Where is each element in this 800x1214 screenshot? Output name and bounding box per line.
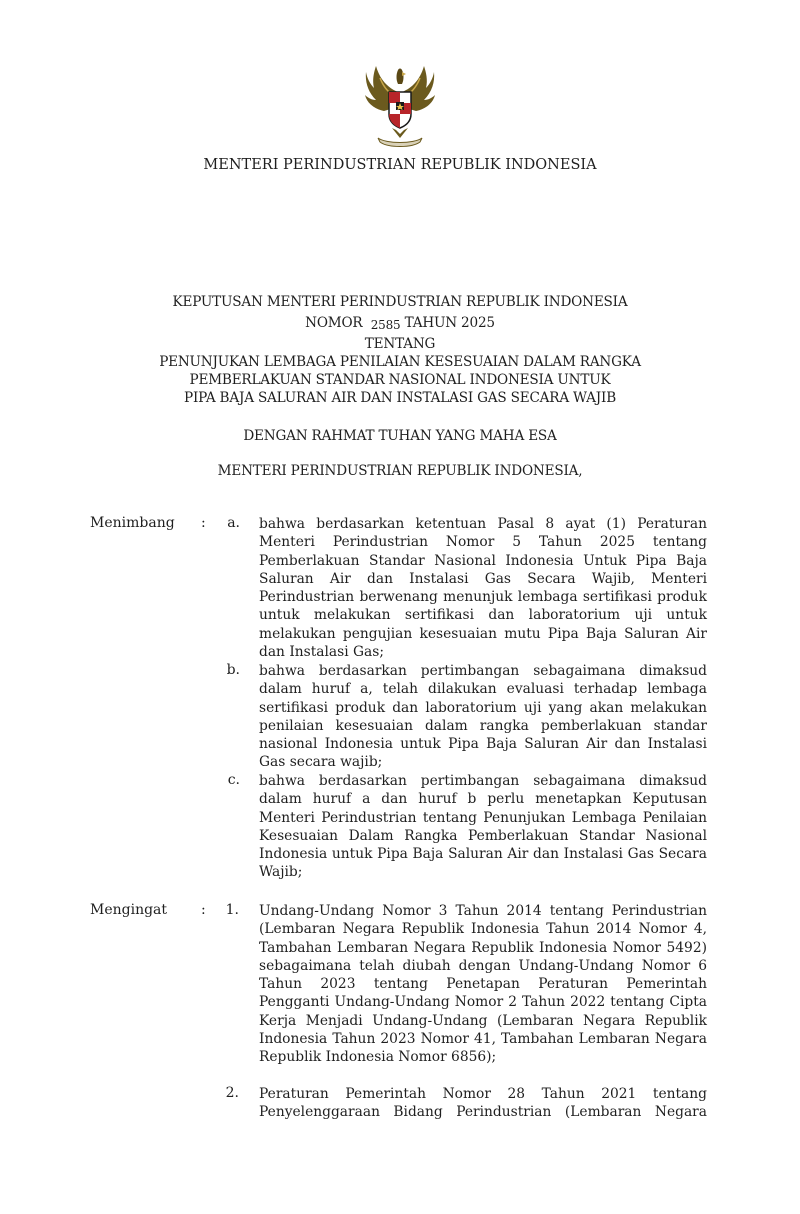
subject-line-2: PEMBERLAKUAN STANDAR NASIONAL INDONESIA UNTUK (189, 372, 611, 388)
menimbang-item-c: bahwa berdasarkan pertimbangan sebagaimana dimaksud dalam huruf a dan huruf b perlu menetapkan Keputusan Menteri Perindustrian tentang Penunjukan Lembaga Penilaian Kesesuaian Dalam Rangka Pemberlakuan Standar Nasional Indonesia untuk Pipa Baja Saluran Air dan Instalasi Gas Secara Wajib; (259, 773, 707, 881)
mengingat-mark-2: 2. (225, 1085, 239, 1101)
mengingat-item-1: Undang-Undang Nomor 3 Tahun 2014 tentang Perindustrian (Lembaran Negara Republik Indonesia Tahun 2014 Nomor 4, Tambahan Lembaran Negara Republik Indonesia Nomor 5492) sebagaimana telah diubah dengan Undang-Undang Nomor 6 Tahun 2023 tentang Penetapan Peraturan Pemerintah Pengganti Undang-Undang Nomor 2 Tahun 2022 tentang Cipta Kerja Menjadi Undang-Undang (Lembaran Negara Republik Indonesia Tahun 2023 Nomor 41, Tambahan Lembaran Negara Republik Indonesia Nomor 6856); (259, 903, 707, 1066)
tentang-label: TENTANG (364, 336, 436, 352)
mengingat-label: Mengingat (90, 902, 168, 918)
nomor-year: TAHUN 2025 (404, 315, 495, 331)
decree-number-line (0, 315, 800, 331)
menimbang-item-a: bahwa berdasarkan ketentuan Pasal 8 ayat (1) Peraturan Menteri Perindustrian Nomor 5 Tahun 2025 tentang Pemberlakuan Standar Nasional Indonesia Untuk Pipa Baja Saluran Air dan Instalasi Gas Secara Wajib, Menteri Perindustrian berwenang menunjuk lembaga sertifikasi produk untuk melakukan sertifikasi dan laboratorium uji untuk melakukan pengujian kesesuaian mutu Pipa Baja Saluran Air dan Instalasi Gas; (259, 516, 707, 661)
mengingat-colon: : (201, 902, 206, 918)
ministry-title: MENTERI PERINDUSTRIAN REPUBLIK INDONESIA (203, 157, 597, 173)
nomor-prefix: NOMOR (305, 315, 363, 331)
subject-line-1: PENUNJUKAN LEMBAGA PENILAIAN KESESUAIAN DALAM RANGKA (159, 354, 641, 370)
issuer-line: MENTERI PERINDUSTRIAN REPUBLIK INDONESIA, (217, 463, 583, 479)
menimbang-colon: : (201, 515, 206, 531)
decree-title: KEPUTUSAN MENTERI PERINDUSTRIAN REPUBLIK INDONESIA (172, 294, 628, 310)
mengingat-mark-1: 1. (225, 902, 239, 918)
decree-number: 2585 (370, 318, 401, 332)
subject-line-3: PIPA BAJA SALURAN AIR DAN INSTALASI GAS SECARA WAJIB (184, 390, 616, 406)
menimbang-label: Menimbang (90, 515, 175, 531)
garuda-emblem-icon (358, 58, 442, 148)
menimbang-mark-a: a. (227, 515, 240, 531)
menimbang-mark-b: b. (226, 662, 240, 678)
mengingat-item-2: Peraturan Pemerintah Nomor 28 Tahun 2021 tentang Penyelenggaraan Bidang Perindustrian (Lembaran Negara (259, 1086, 707, 1121)
menimbang-item-b: bahwa berdasarkan pertimbangan sebagaimana dimaksud dalam huruf a, telah dilakukan evaluasi terhadap lembaga sertifikasi produk dan laboratorium uji yang akan melakukan penilaian kesesuaian dalam rangka pemberlakuan standar nasional Indonesia untuk Pipa Baja Saluran Air dan Instalasi Gas secara wajib; (259, 663, 707, 771)
menimbang-mark-c: c. (227, 772, 240, 788)
blessing-line: DENGAN RAHMAT TUHAN YANG MAHA ESA (243, 428, 557, 444)
